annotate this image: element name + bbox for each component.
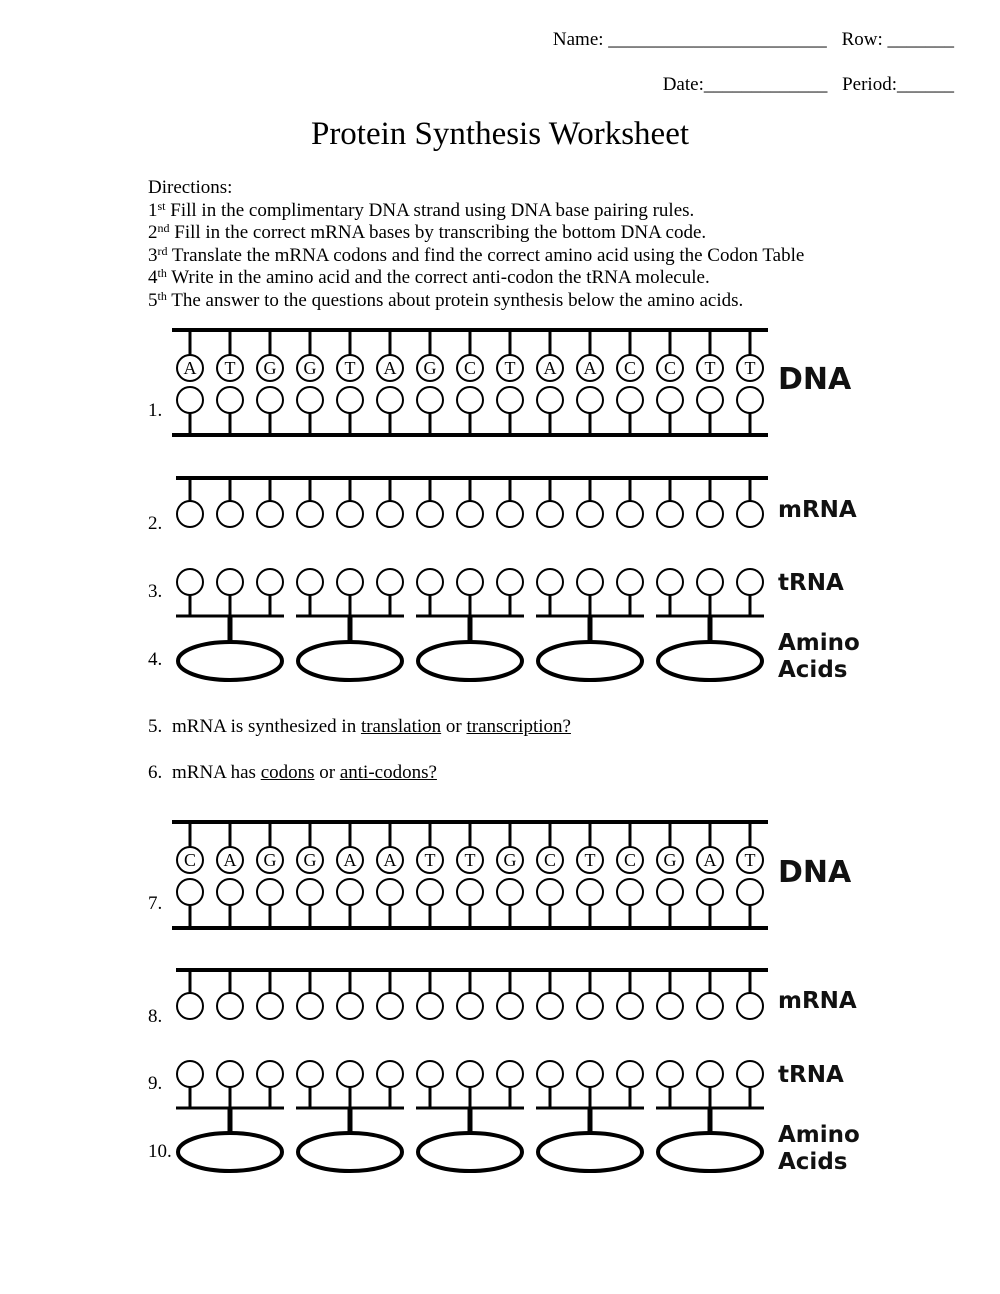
trna-base-blank[interactable] — [377, 569, 403, 595]
dna-base-letter: A — [183, 358, 197, 378]
dna-base-letter: C — [183, 850, 197, 870]
dna-base-letter: G — [303, 850, 317, 870]
row-field[interactable]: Row: _______ — [841, 29, 954, 50]
period-field[interactable]: Period:______ — [842, 74, 954, 95]
mrna-base-blank[interactable] — [617, 993, 643, 1019]
mrna-base-blank[interactable] — [697, 501, 723, 527]
mrna-label: mRNA — [778, 497, 857, 523]
trna-base-blank[interactable] — [337, 569, 363, 595]
dna-base-blank[interactable] — [497, 387, 523, 413]
mrna-base-blank[interactable] — [617, 501, 643, 527]
dna-base-letter: G — [663, 850, 677, 870]
mrna-base-blank[interactable] — [657, 993, 683, 1019]
dna-base-letter: T — [344, 358, 356, 378]
trna-base-blank[interactable] — [737, 1061, 763, 1087]
dna-base-blank[interactable] — [457, 387, 483, 413]
dna-base-blank[interactable] — [697, 387, 723, 413]
dna-base-blank[interactable] — [177, 387, 203, 413]
dna-base-blank[interactable] — [417, 387, 443, 413]
trna-base-blank[interactable] — [337, 1061, 363, 1087]
dna-base-blank[interactable] — [737, 879, 763, 905]
mrna-label: mRNA — [778, 988, 857, 1014]
dna-label: DNA — [778, 855, 852, 890]
dna-base-blank[interactable] — [657, 387, 683, 413]
problem-number: 1. — [148, 400, 163, 421]
mrna-base-blank[interactable] — [537, 993, 563, 1019]
dna-base-letter: A — [543, 358, 557, 378]
dna-base-letter: G — [303, 358, 317, 378]
trna-label: tRNA — [778, 1062, 844, 1088]
trna-base-blank[interactable] — [697, 1061, 723, 1087]
amino-acid-blank[interactable] — [178, 1133, 282, 1171]
amino-acid-blank[interactable] — [178, 642, 282, 680]
direction-step: 5th The answer to the questions about protein synthesis below the amino acids. — [148, 288, 744, 311]
trna-base-blank[interactable] — [577, 569, 603, 595]
dna-base-letter: C — [543, 850, 557, 870]
directions-heading: Directions: — [148, 177, 233, 198]
option-codons[interactable]: codons — [260, 762, 315, 783]
trna-base-blank[interactable] — [257, 1061, 283, 1087]
mrna-base-blank[interactable] — [297, 993, 323, 1019]
trna-base-blank[interactable] — [457, 1061, 483, 1087]
problem-number: 9. — [148, 1073, 163, 1094]
trna-label: tRNA — [778, 570, 844, 596]
page-title: Protein Synthesis Worksheet — [310, 116, 690, 152]
trna-base-blank[interactable] — [697, 569, 723, 595]
trna-base-blank[interactable] — [657, 569, 683, 595]
mrna-base-blank[interactable] — [577, 993, 603, 1019]
dna-base-letter: A — [703, 850, 717, 870]
amino-acids-label: Amino Acids — [778, 1122, 860, 1175]
mrna-base-blank[interactable] — [577, 501, 603, 527]
dna-base-blank[interactable] — [337, 879, 363, 905]
mrna-base-blank[interactable] — [217, 501, 243, 527]
mrna-base-blank[interactable] — [737, 993, 763, 1019]
dna-base-letter: T — [224, 358, 236, 378]
dna-label: DNA — [778, 362, 852, 397]
dna-base-letter: C — [663, 358, 677, 378]
trna-base-blank[interactable] — [257, 569, 283, 595]
trna-base-blank[interactable] — [377, 1061, 403, 1087]
direction-step: 3rd Translate the mRNA codons and find the correct amino acid using the Codon Table — [148, 243, 805, 266]
mrna-base-blank[interactable] — [337, 501, 363, 527]
dna-base-letter: C — [463, 358, 477, 378]
option-transcription[interactable]: transcription? — [466, 716, 571, 737]
problem-number: 3. — [148, 581, 163, 602]
dna-base-blank[interactable] — [417, 879, 443, 905]
direction-step: 4th Write in the amino acid and the correct anti-codon the tRNA molecule. — [148, 266, 710, 289]
mrna-base-blank[interactable] — [657, 501, 683, 527]
mrna-base-blank[interactable] — [417, 501, 443, 527]
amino-acid-blank[interactable] — [658, 1133, 762, 1171]
trna-base-blank[interactable] — [577, 1061, 603, 1087]
mrna-base-blank[interactable] — [737, 501, 763, 527]
dna-base-letter: G — [263, 850, 277, 870]
dna-base-blank[interactable] — [737, 387, 763, 413]
mrna-base-blank[interactable] — [337, 993, 363, 1019]
dna-base-letter: A — [383, 850, 397, 870]
direction-step: 2nd Fill in the correct mRNA bases by transcribing the bottom DNA code. — [148, 221, 707, 244]
problem-number: 2. — [148, 513, 163, 534]
mrna-base-blank[interactable] — [457, 501, 483, 527]
mrna-base-blank[interactable] — [497, 993, 523, 1019]
problem-number: 10. — [148, 1141, 172, 1162]
question-6: 6. mRNA has codons or anti-codons? — [148, 762, 437, 783]
dna-base-letter: A — [383, 358, 397, 378]
dna-base-blank[interactable] — [377, 387, 403, 413]
dna-base-blank[interactable] — [697, 879, 723, 905]
dna-base-letter: G — [503, 850, 517, 870]
mrna-base-blank[interactable] — [497, 501, 523, 527]
dna-base-letter: T — [584, 850, 596, 870]
dna-base-blank[interactable] — [497, 879, 523, 905]
trna-base-blank[interactable] — [297, 569, 323, 595]
dna-base-letter: T — [704, 358, 716, 378]
mrna-base-blank[interactable] — [537, 501, 563, 527]
dna-base-blank[interactable] — [657, 879, 683, 905]
dna-base-letter: T — [464, 850, 476, 870]
trna-base-blank[interactable] — [217, 569, 243, 595]
dna-base-blank[interactable] — [297, 879, 323, 905]
dna-base-letter: T — [744, 358, 756, 378]
amino-acid-blank[interactable] — [298, 642, 402, 680]
dna-base-letter: T — [424, 850, 436, 870]
trna-base-blank[interactable] — [417, 569, 443, 595]
dna-base-blank[interactable] — [577, 879, 603, 905]
dna-base-letter: G — [423, 358, 437, 378]
dna-base-letter: T — [744, 850, 756, 870]
amino-acid-blank[interactable] — [538, 1133, 642, 1171]
option-anti-codons[interactable]: anti-codons? — [339, 762, 437, 783]
trna-base-blank[interactable] — [177, 569, 203, 595]
mrna-base-blank[interactable] — [457, 993, 483, 1019]
dna-base-letter: G — [263, 358, 277, 378]
amino-acid-blank[interactable] — [418, 642, 522, 680]
trna-base-blank[interactable] — [297, 1061, 323, 1087]
dna-base-blank[interactable] — [537, 879, 563, 905]
trna-base-blank[interactable] — [457, 569, 483, 595]
mrna-base-blank[interactable] — [257, 501, 283, 527]
mrna-base-blank[interactable] — [177, 501, 203, 527]
problem-number: 7. — [148, 893, 163, 914]
dna-base-letter: A — [583, 358, 597, 378]
mrna-base-blank[interactable] — [377, 993, 403, 1019]
trna-base-blank[interactable] — [217, 1061, 243, 1087]
trna-base-blank[interactable] — [617, 569, 643, 595]
amino-acids-label: Amino Acids — [778, 630, 860, 683]
amino-acid-blank[interactable] — [418, 1133, 522, 1171]
dna-base-blank[interactable] — [217, 387, 243, 413]
amino-acid-blank[interactable] — [298, 1133, 402, 1171]
dna-base-letter: T — [504, 358, 516, 378]
trna-base-blank[interactable] — [537, 569, 563, 595]
mrna-base-blank[interactable] — [177, 993, 203, 1019]
mrna-base-blank[interactable] — [217, 993, 243, 1019]
dna-base-blank[interactable] — [617, 387, 643, 413]
name-field[interactable]: Name: _______________________ — [552, 29, 827, 50]
dna-base-blank[interactable] — [617, 879, 643, 905]
dna-base-letter: A — [223, 850, 237, 870]
dna-base-blank[interactable] — [177, 879, 203, 905]
date-field[interactable]: Date:_____________ — [662, 74, 828, 95]
trna-base-blank[interactable] — [537, 1061, 563, 1087]
amino-acid-blank[interactable] — [658, 642, 762, 680]
question-5: 5. mRNA is synthesized in translation or transcription? — [148, 716, 571, 737]
amino-acid-blank[interactable] — [538, 642, 642, 680]
dna-base-blank[interactable] — [577, 387, 603, 413]
problem-number: 4. — [148, 649, 163, 670]
problem-number: 8. — [148, 1006, 163, 1027]
mrna-base-blank[interactable] — [257, 993, 283, 1019]
dna-base-letter: C — [623, 358, 637, 378]
direction-step: 1st Fill in the complimentary DNA strand using DNA base pairing rules. — [148, 198, 695, 221]
dna-base-blank[interactable] — [337, 387, 363, 413]
trna-base-blank[interactable] — [497, 569, 523, 595]
dna-base-blank[interactable] — [257, 387, 283, 413]
trna-base-blank[interactable] — [417, 1061, 443, 1087]
dna-base-blank[interactable] — [257, 879, 283, 905]
trna-base-blank[interactable] — [177, 1061, 203, 1087]
option-translation[interactable]: translation — [360, 716, 442, 737]
dna-base-blank[interactable] — [377, 879, 403, 905]
dna-base-blank[interactable] — [217, 879, 243, 905]
mrna-base-blank[interactable] — [417, 993, 443, 1019]
mrna-base-blank[interactable] — [377, 501, 403, 527]
dna-base-blank[interactable] — [537, 387, 563, 413]
trna-base-blank[interactable] — [497, 1061, 523, 1087]
dna-base-letter: A — [343, 850, 357, 870]
mrna-base-blank[interactable] — [297, 501, 323, 527]
dna-base-blank[interactable] — [297, 387, 323, 413]
dna-base-letter: C — [623, 850, 637, 870]
mrna-base-blank[interactable] — [697, 993, 723, 1019]
dna-base-blank[interactable] — [457, 879, 483, 905]
trna-base-blank[interactable] — [657, 1061, 683, 1087]
trna-base-blank[interactable] — [737, 569, 763, 595]
trna-base-blank[interactable] — [617, 1061, 643, 1087]
